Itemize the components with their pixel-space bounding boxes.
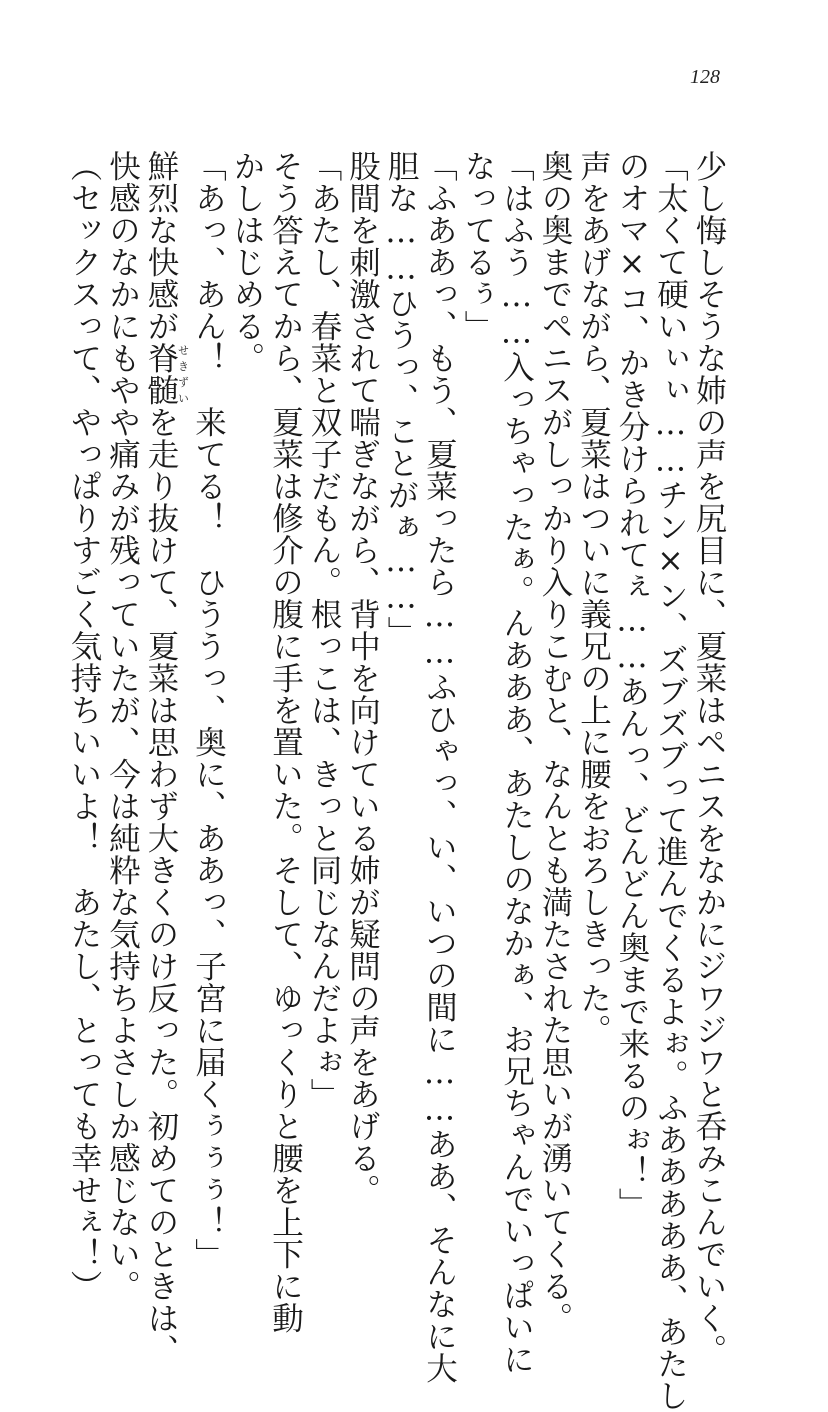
ruby-annotation (143, 342, 190, 406)
text-line-with-ruby (142, 150, 190, 1366)
text-line: 奥の奥までペニスがしっかり入りこむと、なんとも満たされた思いが湧いてくる。 (537, 150, 573, 1334)
text-line: 「あたし、春菜と双子だもん。根っこは、きっと同じなんだよぉ」 (306, 150, 342, 1110)
vertical-text-body (66, 150, 728, 1412)
text-line: かしはじめる。 (229, 150, 265, 374)
ruby-base: 脊髄 (143, 342, 179, 406)
text-line: なってるぅ」 (460, 150, 496, 342)
text-line: 快感のなかにもやや痛みが残っていたが、今は純粋な気持ちよさしか感じない。 (104, 150, 141, 1302)
text-line: そう答えてから、夏菜は修介の腹に手を置いた。そして、ゆっくりと腰を上下に動 (267, 150, 304, 1334)
text-line: のオマ×コ、かき分けられてぇ……あんっ、どんどん奥まで来るのぉ！」 (614, 150, 650, 1220)
text-segment: を走り抜けて、夏菜は思わず大きくのけ反った。初めてのときは、 (143, 406, 179, 1366)
text-line: 「太くて硬いぃぃ……チン×ン、ズブズブって進んでくるよぉ。ふあああああ、あたし (652, 150, 689, 1412)
ruby-reading: せきずい (176, 342, 190, 406)
page-number: 128 (690, 66, 720, 88)
text-line: （セックスって、やっぱりすごく気持ちいいよ！ あたし、とっても幸せぇ！） (66, 150, 102, 1302)
text-segment: 鮮烈な快感が (143, 150, 179, 342)
text-line: 「ふああっ、もう、夏菜ったら……ふひゃっ、い、いつの間に……ああ、そんなに大 (421, 150, 458, 1384)
text-line: 股間を刺激されて喘ぎながら、背中を向けている姉が疑問の声をあげる。 (344, 150, 381, 1206)
text-line: 少し悔しそうな姉の声を尻目に、夏菜はペニスをなかにジワジワと呑みこんでいく。 (691, 150, 727, 1366)
text-line: 胆な……ひうっ、ことがぁ……」 (383, 150, 419, 648)
text-line: 「はふう……入っちゃったぁ。んあああ、あたしのなかぁ、お兄ちゃんでいっぱいに (498, 150, 535, 1375)
text-line: 「あっ、あん！ 来てる！ ひううっ、奥に、ああっ、子宮に届くぅぅぅ！」 (190, 150, 227, 1270)
text-line: 声をあげながら、夏菜はついに義兄の上に腰をおろしきった。 (575, 150, 612, 1046)
